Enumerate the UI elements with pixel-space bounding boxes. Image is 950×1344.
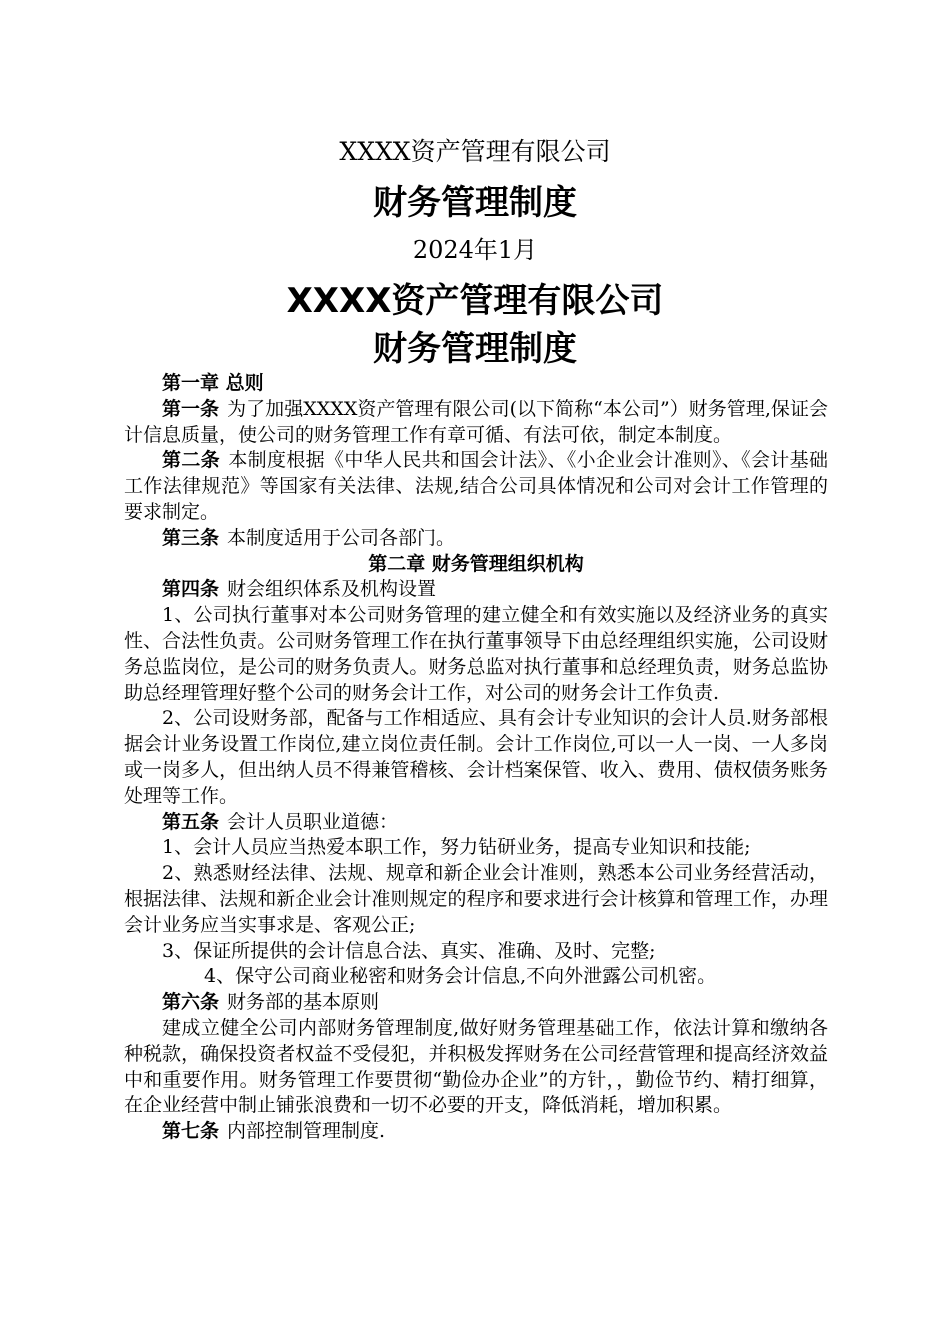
article-1-label: 第一条 xyxy=(162,397,220,420)
article-4-text: 财会组织体系及机构设置 xyxy=(227,578,437,601)
document-title: 财务管理制度 xyxy=(373,329,577,369)
article-6 xyxy=(124,990,828,1016)
article-7 xyxy=(124,1119,828,1145)
article-3 xyxy=(124,526,828,552)
document-body xyxy=(124,371,828,1145)
article-1 xyxy=(124,397,828,449)
article-5-item-3: 3、保证所提供的会计信息合法、真实、准确、及时、完整; xyxy=(162,939,656,962)
article-5-label: 第五条 xyxy=(162,810,220,833)
article-7-text: 内部控制管理制度. xyxy=(227,1120,386,1143)
article-5-item-2: 2、熟悉财经法律、法规、规章和新企业会计准则，熟悉本公司业务经营活动，根据法律、法规和新企业会计准则规定的程序和要求进行会计核算和管理工作，办理会计业务应当实事求是、客观公正; xyxy=(124,862,828,936)
cover-date: 2024年1月 xyxy=(412,236,538,264)
document-company-name: XXXX资产管理有限公司 xyxy=(286,281,664,321)
article-6-text: 财务部的基本原则 xyxy=(227,991,380,1014)
cover-title: 财务管理制度 xyxy=(373,183,577,223)
article-6-item-1: 建成立健全公司内部财务管理制度,做好财务管理基础工作，依法计算和缴纳各种税款，确保投资者权益不受侵犯，并积极发挥财务在公司经营管理和提高经济效益中和重要作用。财务管理工作要贯彻“勤俭办企业”的方针，，勤俭节约、精打细算，在企业经营中制止铺张浪费和一切不必要的开支，降低消耗，增加积累。 xyxy=(124,1016,828,1117)
article-5-item-1: 1、会计人员应当热爱本职工作，努力钻研业务，提高专业知识和技能; xyxy=(162,836,751,859)
article-5-text: 会计人员职业道德： xyxy=(227,810,399,833)
article-4-label: 第四条 xyxy=(162,578,220,601)
chapter-1-heading-text: 第一章 总则 xyxy=(162,372,264,394)
article-2-text: 本制度根据《中华人民共和国会计法》、《小企业会计准则》、《会计基础工作法律规范》等国家有关法律、法规,结合公司具体情况和公司对会计工作管理的要求制定。 xyxy=(124,449,828,523)
cover-company-name: XXXX资产管理有限公司 xyxy=(339,137,611,166)
article-4-item-2: 2、公司设财务部，配备与工作相适应、具有会计专业知识的会计人员.财务部根据会计业务设置工作岗位,建立岗位责任制。会计工作岗位,可以一人一岗、一人多岗或一岗多人，但出纳人员不得兼管稽核、会计档案保管、收入、费用、债权债务账务处理等工作。 xyxy=(124,707,828,807)
article-3-label: 第三条 xyxy=(162,526,220,549)
article-4-item-1: 1、公司执行董事对本公司财务管理的建立健全和有效实施以及经济业务的真实性、合法性负责。公司财务管理工作在执行董事领导下由总经理组织实施，公司设财务总监岗位，是公司的财务负责人。财务总监对执行董事和总经理负责，财务总监协助总经理管理好整个公司的财务会计工作，对公司的财务会计工作负责. xyxy=(124,604,828,704)
article-5 xyxy=(124,810,828,836)
article-5-item-4: 4、保守公司商业秘密和财务会计信息,不向外泄露公司机密。 xyxy=(204,965,717,988)
article-7-label: 第七条 xyxy=(162,1120,220,1143)
article-6-label: 第六条 xyxy=(162,991,220,1014)
article-2-label: 第二条 xyxy=(162,449,220,472)
chapter-2-heading: 第二章 财务管理组织机构 xyxy=(368,552,584,575)
chapter-1-heading xyxy=(124,371,828,397)
article-2 xyxy=(124,448,828,525)
article-1-text: 为了加强XXXX资产管理有限公司(以下简称“本公司”）财务管理,保证会计信息质量，使公司的财务管理工作有章可循、有法可依，制定本制度。 xyxy=(124,397,828,446)
article-3-text: 本制度适用于公司各部门。 xyxy=(227,526,456,549)
article-4 xyxy=(124,577,828,603)
